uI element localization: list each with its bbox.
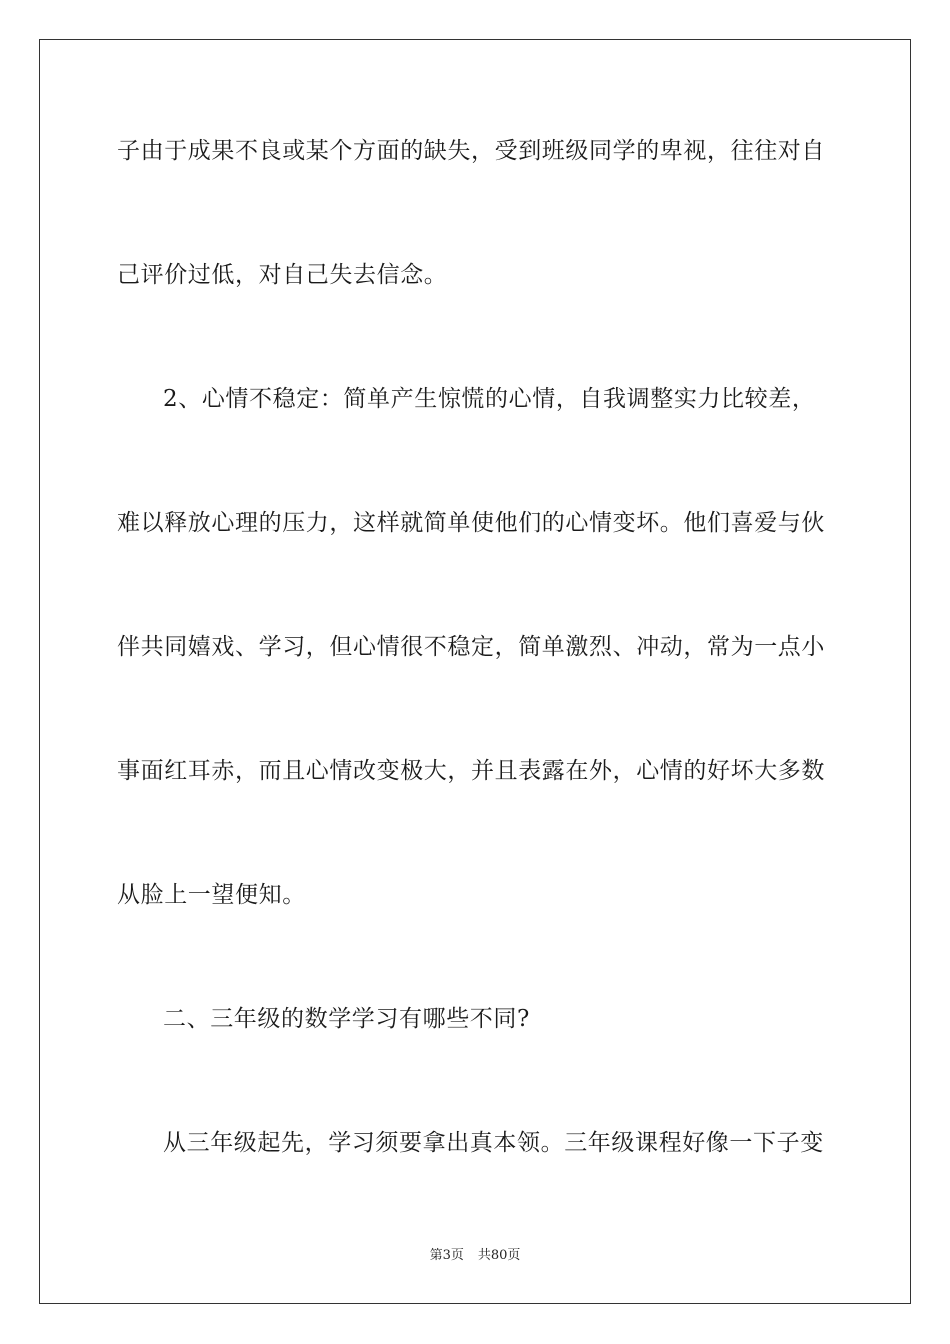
body-text-line: 从三年级起先，学习须要拿出真本领。三年级课程好像一下子变 bbox=[163, 1130, 824, 1156]
body-text-line: 事面红耳赤，而且心情改变极大，并且表露在外，心情的好坏大多数 bbox=[117, 758, 825, 784]
page-footer bbox=[0, 1247, 950, 1265]
page-number: 第3页 bbox=[429, 1248, 464, 1263]
body-text-line: 子由于成果不良或某个方面的缺失，受到班级同学的卑视，往往对自 bbox=[117, 138, 825, 164]
body-text-line: 难以释放心理的压力，这样就简单使他们的心情变坏。他们喜爱与伙 bbox=[117, 510, 825, 536]
page-frame bbox=[39, 39, 911, 1304]
section-heading: 二、三年级的数学学习有哪些不同? bbox=[163, 1006, 530, 1032]
body-text-line: 己评价过低，对自己失去信念。 bbox=[117, 262, 448, 288]
body-text-line: 2、心情不稳定：简单产生惊慌的心情，自我调整实力比较差， bbox=[163, 386, 816, 412]
body-text-line: 伴共同嬉戏、学习，但心情很不稳定，简单激烈、冲动，常为一点小 bbox=[117, 634, 825, 660]
body-text-line: 从脸上一望便知。 bbox=[117, 882, 306, 908]
page-total: 共80页 bbox=[477, 1248, 521, 1263]
